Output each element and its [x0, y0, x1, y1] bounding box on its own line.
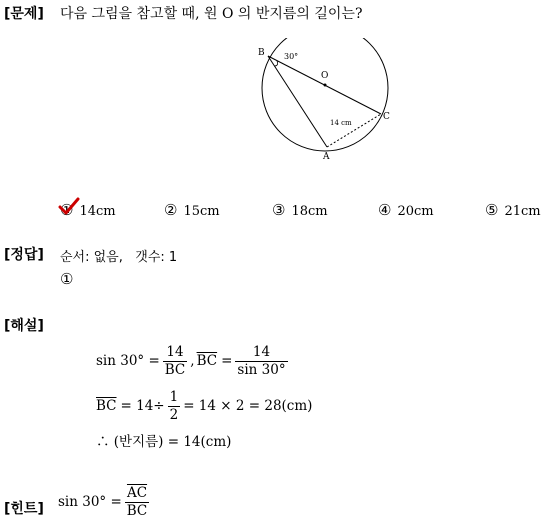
fraction-ac-over-bc — [125, 486, 150, 519]
fraction-14-over-sin30 — [235, 345, 287, 378]
circle-o — [262, 38, 388, 151]
segment-ba — [268, 56, 327, 147]
angle-label: 30° — [284, 52, 299, 61]
explanation-line-3: ∴ (반지름) = 14(cm) — [96, 434, 232, 450]
overline-bc: BC — [126, 502, 148, 519]
choice-5[interactable] — [485, 201, 541, 219]
comma: , — [190, 353, 195, 370]
label-a: A — [323, 152, 330, 162]
hint-label: [힌트] — [4, 501, 44, 517]
expression-post: = 14 × 2 = 28(cm) — [183, 398, 313, 415]
denominator — [125, 502, 150, 519]
label-c: C — [383, 112, 390, 122]
fraction-14-over-bc — [163, 345, 188, 378]
explanation-label: [해설] — [4, 318, 44, 334]
sin-30-text: sin 30° = — [96, 353, 160, 370]
choice-4-text: 20cm — [397, 204, 434, 219]
circle-figure — [250, 38, 395, 163]
overline-ac: $\overline{AC}$ — [126, 485, 148, 501]
expression-pre: = 14÷ — [120, 398, 165, 415]
choice-5-number: ⑤ — [485, 201, 499, 219]
check-icon — [58, 197, 80, 217]
label-b: B — [258, 48, 265, 58]
question-label: [문제] — [4, 6, 44, 22]
choice-5-text: 21cm — [504, 204, 541, 219]
center-point — [324, 84, 327, 87]
answer-order-count: 순서: 없음, 갯수: 1 — [60, 250, 178, 265]
choice-2[interactable] — [164, 201, 220, 219]
numerator: 14 — [166, 344, 184, 360]
overline-bc: $\overline{BC}$ — [196, 353, 218, 370]
question-text: 다음 그림을 참고할 때, 원 O 의 반지름의 길이는? — [60, 6, 363, 22]
numerator: 1 — [169, 389, 179, 405]
choice-2-text: 15cm — [183, 204, 220, 219]
hint-formula — [58, 486, 152, 519]
denominator: sin 30° — [237, 361, 286, 378]
choice-4[interactable] — [378, 201, 434, 219]
explanation-line-1 — [96, 345, 291, 378]
equals-sign: = — [221, 353, 233, 370]
answer-label: [정답] — [4, 247, 44, 263]
numerator: 14 — [252, 344, 271, 360]
choice-1-number: ① — [60, 201, 74, 219]
choice-1-text: 14cm — [79, 204, 116, 219]
choice-1[interactable] — [60, 201, 116, 219]
choice-3-number: ③ — [272, 201, 286, 219]
denominator: 2 — [169, 406, 179, 423]
numerator — [125, 486, 149, 502]
label-o: O — [321, 71, 329, 81]
denominator — [163, 361, 188, 378]
choice-3-text: 18cm — [291, 204, 328, 219]
choice-4-number: ④ — [378, 201, 392, 219]
overline-bc: $\overline{BC}$ — [96, 398, 117, 415]
choice-2-number: ② — [164, 201, 178, 219]
answer-choice: ① — [60, 270, 74, 288]
sin-30-text: sin 30° = — [58, 494, 122, 511]
choice-3[interactable] — [272, 201, 328, 219]
fraction-1-over-2 — [168, 390, 181, 423]
length-label: 14 cm — [330, 119, 352, 127]
explanation-line-2 — [96, 390, 312, 423]
overline-bc: BC — [164, 361, 186, 378]
